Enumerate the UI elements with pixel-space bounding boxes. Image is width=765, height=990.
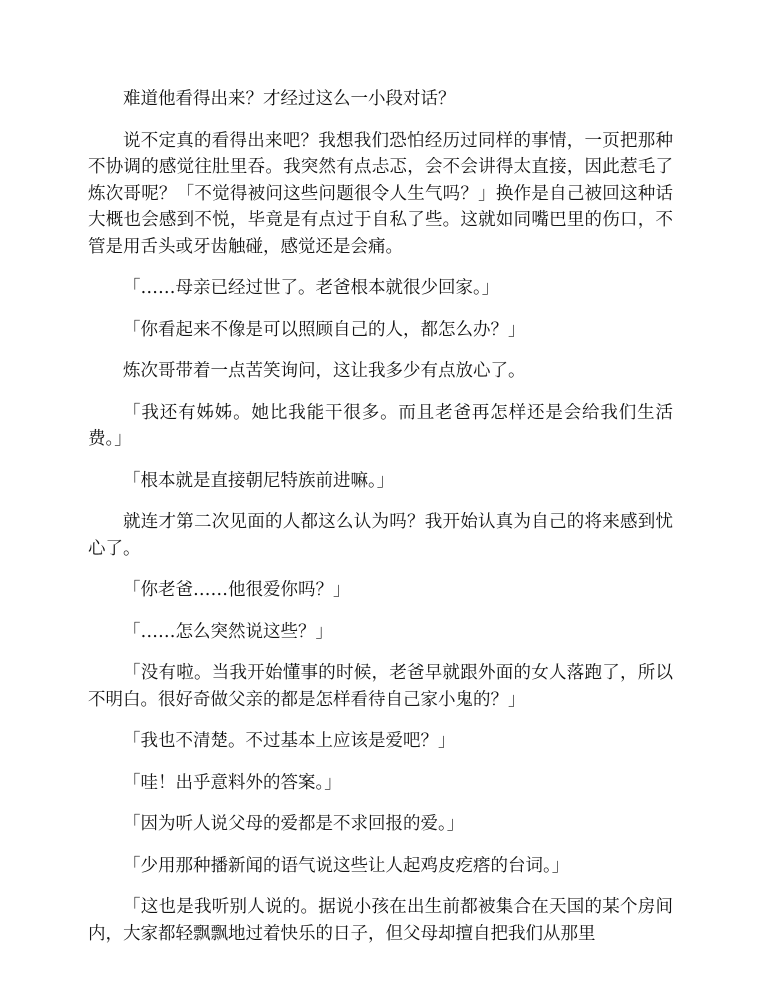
paragraph: 「没有啦。当我开始懂事的时候，老爸早就跟外面的女人落跑了，所以不明白。很好奇做父亲的都是怎样看待自己家小鬼的？」 xyxy=(88,663,673,710)
document-page xyxy=(88,86,673,962)
paragraph: 「少用那种播新闻的语气说这些让人起鸡皮疙瘩的台词。」 xyxy=(123,855,570,876)
paragraph: 「根本就是直接朝尼特族前进嘛。」 xyxy=(123,470,395,491)
paragraph: 「……母亲已经过世了。老爸根本就很少回家。」 xyxy=(123,278,500,298)
paragraph: 「这也是我听别人说的。据说小孩在出生前都被集合在天国的某个房间内，大家都轻飘飘地过着快乐的日子，但父母却擅自把我们从那里 xyxy=(88,897,673,944)
paragraph: 「你老爸……他很爱你吗？」 xyxy=(123,580,351,600)
paragraph: 「……怎么突然说这些？」 xyxy=(123,621,333,642)
paragraph: 就连才第二次见面的人都这么认为吗？我开始认真为自己的将来感到忧心了。 xyxy=(88,512,673,559)
paragraph: 「哇！出乎意料外的答案。」 xyxy=(123,772,342,793)
paragraph: 「你看起来不像是可以照顾自己的人，都怎么办？」 xyxy=(123,319,526,340)
paragraph: 「因为听人说父母的爱都是不求回报的爱。」 xyxy=(123,814,465,834)
paragraph: 说不定真的看得出来吧？我想我们恐怕经历过同样的事情，一页把那种不协调的感觉往肚里吞。我突然有点忐忑，会不会讲得太直接，因此惹毛了炼次哥呢？「不觉得被问这些问题很令人生气吗？」换作是自己被回这种话大概也会感到不悦，毕竟是有点过于自私了些。这就如同嘴巴里的伤口，不管是用舌头或牙齿触碰，感觉还是会痛。 xyxy=(88,130,673,257)
paragraph: 难道他看得出来？才经过这么一小段对话？ xyxy=(123,89,456,109)
paragraph: 「我还有姊姊。她比我能干很多。而且老爸再怎样还是会给我们生活费。」 xyxy=(88,402,673,449)
paragraph: 炼次哥带着一点苦笑询问，这让我多少有点放心了。 xyxy=(123,361,526,381)
paragraph: 「我也不清楚。不过基本上应该是爱吧？」 xyxy=(123,731,456,751)
